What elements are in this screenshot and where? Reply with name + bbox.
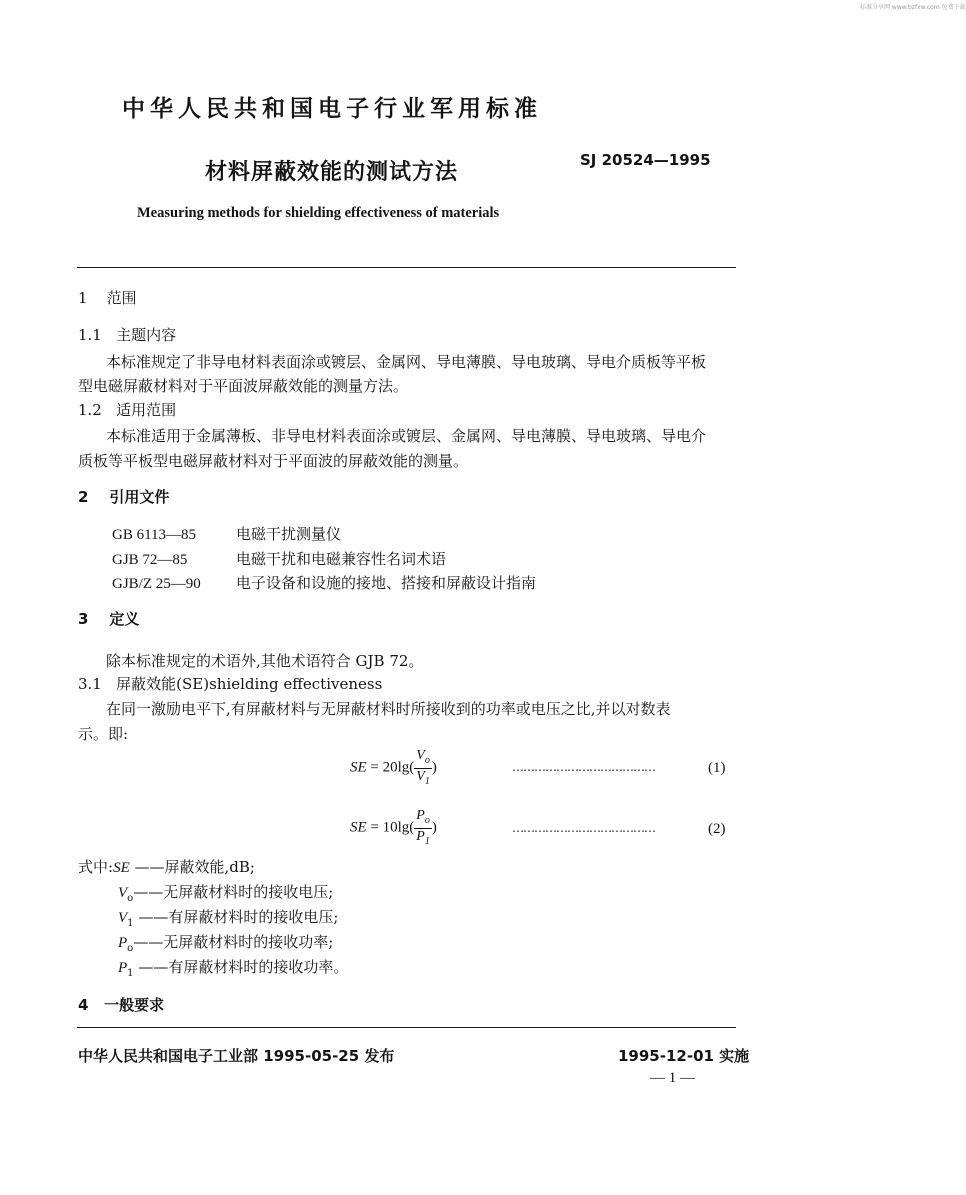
symbol-item <box>118 956 348 979</box>
symbol-subscript: o <box>127 943 134 954</box>
section-number: 1.1 <box>78 326 102 344</box>
reference-item <box>112 572 536 593</box>
section-number: 4 <box>78 996 89 1014</box>
reference-code: GJB 72—85 <box>112 552 188 568</box>
symbol-description: ——无屏蔽材料时的接收功率; <box>133 933 334 951</box>
paragraph-line: 在同一激励电平下,有屏蔽材料与无屏蔽材料时所接收到的功率或电压之比,并以对数表 <box>106 700 671 718</box>
reference-code: GJB/Z 25—90 <box>112 576 201 592</box>
symbol-item <box>118 906 338 929</box>
reference-name: 电磁干扰和电磁兼容性名词术语 <box>236 550 447 568</box>
standard-code: SJ 20524—1995 <box>580 151 711 169</box>
section-1-1-heading <box>78 324 176 345</box>
issuer-line: 中华人民共和国电子工业部 1995-05-25 发布 <box>78 1047 395 1065</box>
formula-coefficient: = 20lg( <box>370 759 415 776</box>
section-1-heading <box>78 287 137 308</box>
formula-1 <box>350 748 437 789</box>
symbol: V <box>118 910 128 926</box>
reference-item <box>112 523 341 544</box>
reference-item <box>112 548 446 569</box>
reference-name: 电子设备和设施的接地、搭接和屏蔽设计指南 <box>236 574 537 592</box>
symbol-item <box>118 881 333 904</box>
fraction-denominator: V <box>416 768 425 784</box>
section-number: 2 <box>78 488 89 506</box>
symbol-description: ——有屏蔽材料时的接收功率。 <box>138 958 349 976</box>
paragraph-line: 型电磁屏蔽材料对于平面波屏蔽效能的测量方法。 <box>78 377 409 395</box>
formula-close: ) <box>431 759 437 776</box>
page-number: — 1 — <box>650 1070 695 1086</box>
fraction-numerator: V <box>416 748 425 763</box>
symbol: V <box>118 885 128 901</box>
reference-name: 电磁干扰测量仪 <box>236 525 342 543</box>
section-4-heading <box>78 994 164 1015</box>
formula-label: (2) <box>708 821 726 837</box>
formula-lhs: SE <box>350 759 367 776</box>
section-title: 引用文件 <box>109 488 170 506</box>
org-title: 中华人民共和国电子行业军用标准 <box>122 96 542 122</box>
formula-dots: ………………………………… <box>512 821 655 835</box>
symbol: P <box>118 935 128 951</box>
header-rule <box>77 267 736 268</box>
formula-2 <box>350 808 437 849</box>
section-title: 范围 <box>106 289 137 307</box>
formula-fraction <box>414 748 432 789</box>
section-number: 1.2 <box>78 401 102 419</box>
denominator-subscript: 1 <box>424 775 430 787</box>
section-title: 定义 <box>109 610 140 628</box>
denominator-subscript: 1 <box>424 835 430 847</box>
section-number: 3 <box>78 610 89 628</box>
symbol-item <box>118 931 333 954</box>
footer-rule <box>77 1027 736 1028</box>
section-number: 3.1 <box>78 675 102 693</box>
paragraph-line: 本标准适用于金属薄板、非导电材料表面涂或镀层、金属网、导电薄膜、导电玻璃、导电介 <box>106 427 707 445</box>
section-title: 适用范围 <box>116 401 177 419</box>
section-3-heading <box>78 608 139 629</box>
formula-coefficient: = 10lg( <box>370 819 415 836</box>
symbol-item <box>78 856 255 879</box>
formula-close: ) <box>431 819 437 836</box>
english-title: Measuring methods for shielding effectiveness of materials <box>137 205 500 221</box>
symbol-subscript: 1 <box>127 968 134 979</box>
fraction-numerator: P <box>416 808 425 823</box>
section-title: 主题内容 <box>116 326 177 344</box>
symbol-description: ——有屏蔽材料时的接收电压; <box>138 908 339 926</box>
symbol-description: ——屏蔽效能,dB; <box>134 858 255 876</box>
section-1-2-heading <box>78 399 176 420</box>
numerator-subscript: o <box>424 754 430 766</box>
symbol-subscript: 1 <box>127 918 134 929</box>
section-title: 一般要求 <box>104 996 165 1014</box>
symbol: P <box>118 960 128 976</box>
numerator-subscript: o <box>424 814 430 826</box>
effective-date: 1995-12-01 实施 <box>618 1047 750 1065</box>
section-3-1-heading <box>78 673 382 694</box>
watermark-text: 标准分享网 www.bzfxw.com 免费下载 <box>860 4 966 11</box>
section-title: 屏蔽效能(SE)shielding effectiveness <box>116 675 383 693</box>
formula-dots: ………………………………… <box>512 760 655 774</box>
formula-fraction <box>414 808 432 849</box>
paragraph-line: 示。即: <box>78 725 129 743</box>
symbol-subscript: o <box>127 893 134 904</box>
definition-intro: 除本标准规定的术语外,其他术语符合 GJB 72。 <box>106 652 424 670</box>
paragraph-line: 本标准规定了非导电材料表面涂或镀层、金属网、导电薄膜、导电玻璃、导电介质板等平板 <box>106 353 707 371</box>
symbol-description: ——无屏蔽材料时的接收电压; <box>133 883 334 901</box>
fraction-denominator: P <box>416 828 425 844</box>
doc-title: 材料屏蔽效能的测试方法 <box>205 160 459 185</box>
symbol: SE <box>113 860 130 876</box>
section-number: 1 <box>78 289 88 307</box>
paragraph-line: 质板等平板型电磁屏蔽材料对于平面波的屏蔽效能的测量。 <box>78 452 469 470</box>
formula-lhs: SE <box>350 819 367 836</box>
reference-code: GB 6113—85 <box>112 527 197 543</box>
symbols-lead: 式中: <box>78 858 114 876</box>
section-2-heading <box>78 486 169 507</box>
formula-label: (1) <box>708 760 726 776</box>
